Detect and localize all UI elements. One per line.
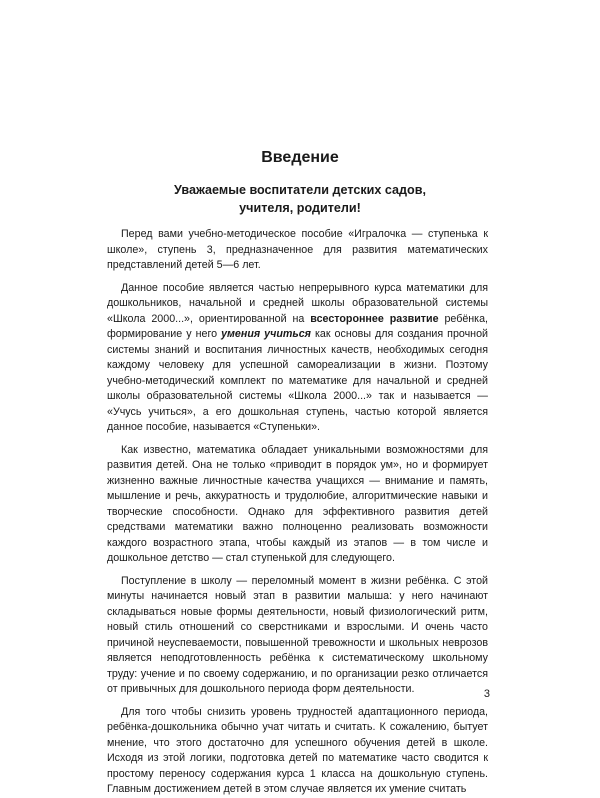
paragraph-4: Поступление в школу — переломный момент в жизни ребёнка. С этой минуты начинается новый этап в развитии малыша: у него начинают складываться новые формы деятельности, новый физиологический ритм, новый стиль отношений со сверстниками и взрослыми. И очень часто причиной неуспеваемости, повышенной тревожности и школьных неврозов является неподготовленность ребёнка к систематическому школьному труду: учение и по своему содержанию, и по организации резко отличается от привычных для дошкольного периода форм деятельности. — [107, 574, 488, 695]
emphasis-learning-ability: умения учиться — [221, 328, 311, 340]
page-number: 3 — [483, 688, 490, 700]
address-heading-line-2: учителя, родители! — [239, 200, 361, 215]
paragraph-2 — [107, 281, 488, 436]
address-heading-line-1: Уважаемые воспитатели детских садов, — [174, 183, 426, 197]
paragraph-1: Перед вами учебно-методическое пособие «Игралочка — ступенька к школе», ступень 3, предназначенное для развития математических представлений детей 5—6 лет. — [107, 228, 488, 271]
paragraph-2-text-end: как основы для создания прочной системы знаний и воспитания личностных качеств, необходимых сегодня каждому человеку для успешной самореализации в жизни. Поэтому учебно-методический комплект по математике для начальной и средней школы образовательной системы «Школа 2000...» так и называется — «Учусь учиться», а его дошкольная ступень, частью которой является данное пособие, называется «Ступеньки». — [107, 328, 488, 433]
paragraph-2-text-middle: ребёнка, формирование у него — [107, 312, 489, 340]
paragraph-3: Как известно, математика обладает уникальными возможностями для развития детей. Она не только «приводит в порядок ум», но и формирует жизненно важные личностные качества учащихся — внимание и память, мышление и речь, аккуратность и трудолюбие, алгоритмические навыки и творческие способности. Однако для эффективного развития детей средствами математики важно полноценно реализовать возможности каждого возрастного этапа, чтобы каждый из этапов — в том числе и дошкольное детство — стал ступенькой для следующего. — [107, 443, 488, 564]
body-text — [107, 227, 488, 798]
emphasis-holistic-development: всестороннее развитие — [310, 312, 439, 325]
paragraph-2-text-start: Данное пособие является частью непрерывного курса математики для дошкольников, начальной и средней школы образовательной системы «Школа 2000...», ориентированной на — [107, 281, 488, 325]
address-heading — [90, 182, 510, 217]
paragraph-5: Для того чтобы снизить уровень трудностей адаптационного периода, ребёнка-дошкольника обычно учат читать и считать. К сожалению, бытует мнение, что этого достаточно для успешного обучения детей в школе. Исходя из этой логики, подготовка детей по математике часто сводится к простому переносу содержания курса 1 класса на дошкольную ступень. Главным достижением детей в этом случае является их умение считать — [107, 705, 488, 795]
page-title: Введение — [261, 149, 339, 166]
